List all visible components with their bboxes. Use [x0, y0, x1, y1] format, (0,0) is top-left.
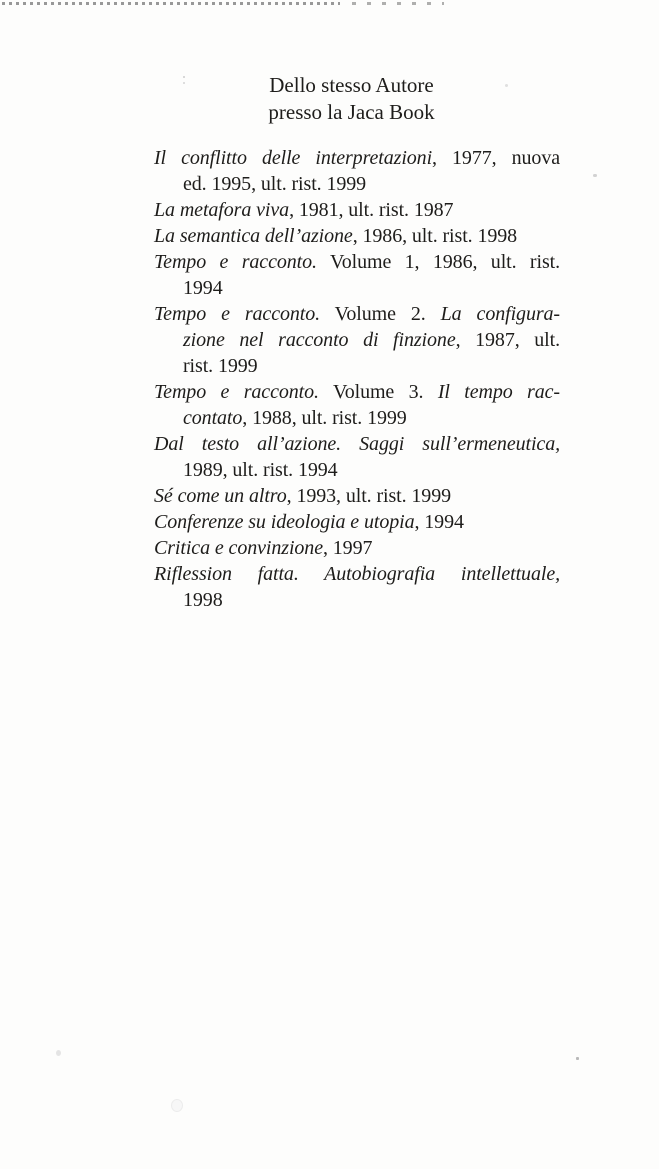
book-title-text: La configura-: [440, 303, 560, 325]
book-entry-line: [154, 431, 560, 457]
book-pub-text: , 1997: [322, 537, 373, 559]
book-title-text: zione nel racconto di finzione: [183, 329, 456, 351]
book-title-text: Tempo e racconto.: [154, 251, 317, 273]
book-entry-line: [154, 353, 560, 379]
scan-speck: [56, 1050, 61, 1056]
book-title-text: Riflession fatta. Autobiografia intellettuale,: [154, 563, 560, 585]
book-entry-line: [154, 457, 560, 483]
scan-speck: [576, 1057, 579, 1060]
book-entry-line: [154, 405, 560, 431]
book-entry-line: [154, 587, 560, 613]
book-pub-text: , 1981, ult. rist. 1987: [289, 199, 454, 221]
book-pub-text: , 1988, ult. rist. 1999: [242, 407, 407, 429]
book-entry-line: [154, 197, 560, 223]
book-pub-text: rist. 1999: [183, 355, 258, 377]
book-entry-line: [154, 483, 560, 509]
book-pub-text: , 1987, ult.: [455, 329, 560, 351]
book-entry-line: [154, 301, 560, 327]
book-title-text: Il tempo rac-: [437, 381, 560, 403]
book-pub-text: ed. 1995, ult. rist. 1999: [183, 173, 367, 195]
book-entry-line: [154, 535, 560, 561]
book-title-text: Conferenze su ideologia e utopia: [154, 511, 415, 533]
book-title-text: Il conflitto delle interpretazioni: [154, 147, 433, 169]
book-pub-text: 1998: [183, 589, 223, 611]
header-line-1: Dello stesso Autore: [269, 73, 434, 97]
book-entry-line: [154, 275, 560, 301]
book-title-text: La semantica dell’azione: [154, 225, 353, 247]
book-title-text: Tempo e racconto.: [154, 381, 319, 403]
book-pub-text: Volume 3.: [318, 381, 438, 403]
text-column: [154, 72, 560, 613]
book-title-text: Sé come un altro: [154, 485, 287, 507]
book-title-text: La metafora viva: [154, 199, 290, 221]
scan-speck: [171, 1099, 183, 1112]
book-title-text: Tempo e racconto.: [154, 303, 321, 325]
header-line-2: presso la Jaca Book: [268, 100, 435, 124]
scan-speck: [593, 174, 597, 177]
scan-artifact-top: [352, 2, 444, 5]
book-entry-line: [154, 249, 560, 275]
book-entry-line: [154, 145, 560, 171]
book-title-text: contato: [183, 407, 243, 429]
section-header: [143, 72, 560, 126]
book-pub-text: Volume 1, 1986, ult. rist.: [316, 251, 560, 273]
book-pub-text: 1989, ult. rist. 1994: [183, 459, 338, 481]
book-pub-text: , 1977, nuova: [432, 147, 560, 169]
book-pub-text: Volume 2.: [320, 303, 441, 325]
book-entry-line: [154, 327, 560, 353]
scan-artifact-top: [2, 2, 340, 5]
bibliography-list: [154, 145, 560, 613]
book-pub-text: 1994: [183, 277, 223, 299]
book-entry-line: [154, 509, 560, 535]
book-title-text: Dal testo all’azione. Saggi sull’ermeneutica,: [154, 433, 560, 455]
book-pub-text: , 1994: [414, 511, 464, 533]
book-pub-text: , 1986, ult. rist. 1998: [352, 225, 518, 247]
book-entry-line: [154, 223, 560, 249]
book-pub-text: , 1993, ult. rist. 1999: [286, 485, 452, 507]
book-entry-line: [154, 379, 560, 405]
book-entry-line: [154, 561, 560, 587]
book-title-text: Critica e convinzione: [154, 537, 323, 559]
book-entry-line: [154, 171, 560, 197]
